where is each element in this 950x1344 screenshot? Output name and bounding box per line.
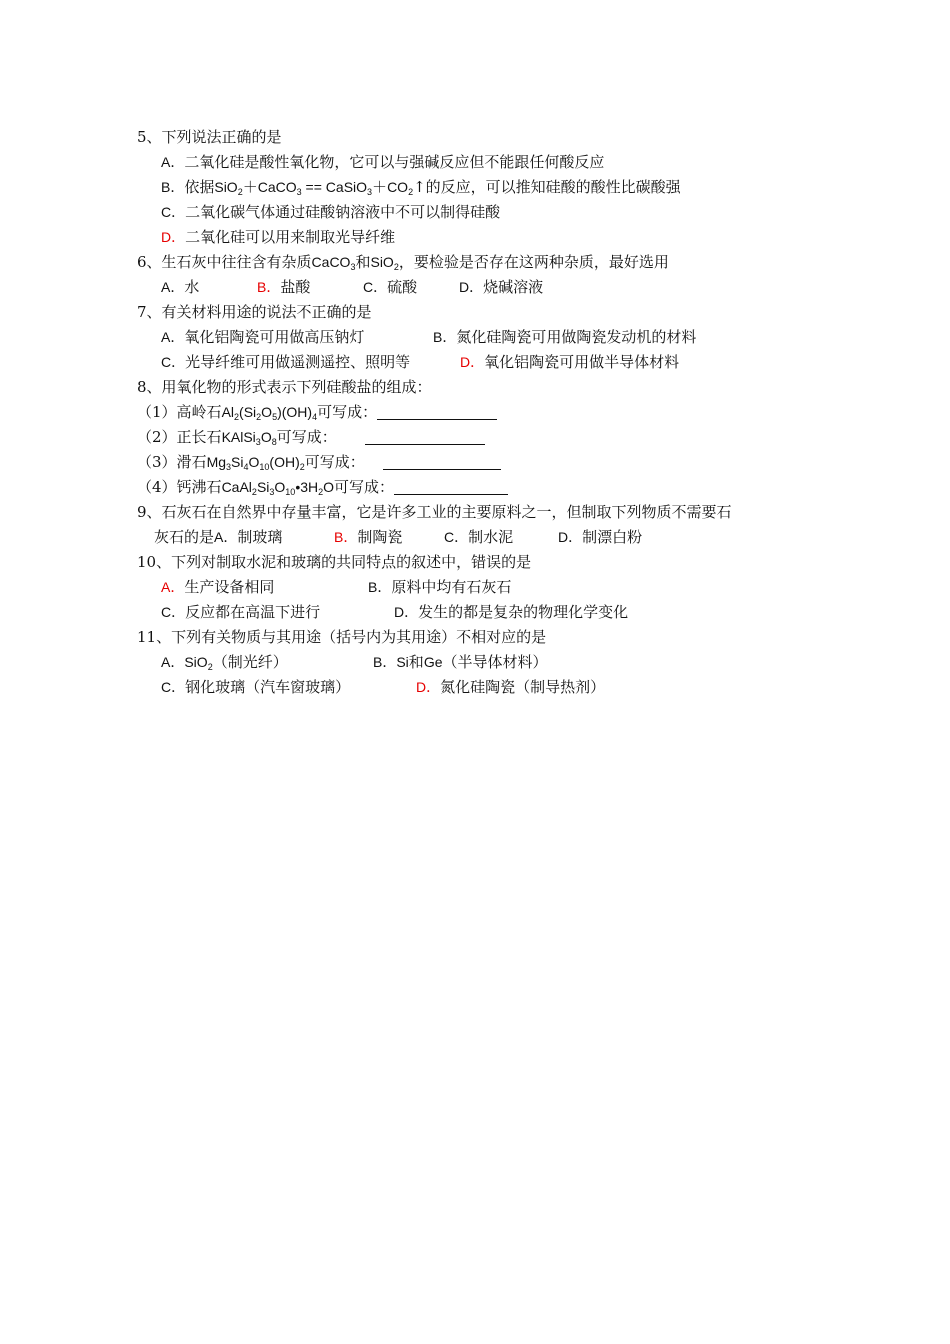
answer-label: D． [460,354,485,370]
formula: SiO$_2$ [184,654,213,672]
formula: CaCO$_3$ [311,254,356,272]
formula: $CaAl_2Si_3O_{10}•3H_2O$ [221,479,335,497]
formula: $CO_2$ [387,179,414,197]
q9-option-c: C．制水泥 [444,528,514,546]
answer-label: B． [334,529,358,545]
q6-option-a: A．水 [161,278,200,296]
formula: CaCO$_3$ [257,179,302,197]
q9-option-d: D．制漂白粉 [558,528,643,546]
q11-option-d: D．氮化硅陶瓷（制导热剂） [416,678,606,696]
q5-option-a [161,152,604,172]
formula: $KAlSi_3O_8$ [221,429,277,447]
q9-stem-tail: 灰石的是A．制玻璃 [154,528,283,546]
q8-item-1: （1）高岭石$Al_2(Si_2O_5)(OH)_4$可写成： [137,402,497,422]
option-label: A． [161,154,185,170]
q7-stem: 7、有关材料用途的说法不正确的是 [137,303,372,321]
q7-option-a: A．氧化铝陶瓷可用做高压钠灯 [161,328,365,346]
q9-option-b: B．制陶瓷 [334,528,403,546]
q7-option-c: C．光导纤维可用做遥测遥控、照明等 [161,353,411,371]
q9-stem: 9、石灰石在自然界中存量丰富，它是许多工业的主要原料之一，但制取下列物质不需要石 [137,503,732,521]
q8-item-3: （3）滑石$Mg_3Si_4O_{10}(OH)_2$可写成： [137,452,501,472]
formula: SiO$_2$ [370,254,399,272]
q10-option-b: B．原料中均有石灰石 [368,578,512,596]
q11-stem: 11、下列有关物质与其用途（括号内为其用途）不相对应的是 [137,628,547,646]
q6-option-c: C．硫酸 [363,278,418,296]
option-label: B． [161,179,185,195]
formula: SiO$_2$ [214,179,243,197]
plus-sign: ＋ [242,178,258,196]
q10-option-d: D．发生的都是复杂的物理化学变化 [394,603,629,621]
up-arrow-icon: ↑ [413,178,426,196]
q10-option-a: A．生产设备相同 [161,578,275,596]
option-text: 二氧化碳气体通过硅酸钠溶液中不可以制得硅酸 [185,203,501,221]
formula: $Mg_3Si_4O_{10}(OH)_2$ [206,454,305,472]
q7-option-b: B．氮化硅陶瓷可用做陶瓷发动机的材料 [433,328,697,346]
answer-label: A． [161,579,185,595]
q8-stem: 8、用氧化物的形式表示下列硅酸盐的组成： [137,378,432,396]
q5-stem: 5、下列说法正确的是 [137,128,282,146]
option-text: 二氧化硅是酸性氧化物，它可以与强碱反应但不能跟任何酸反应 [184,153,605,171]
answer-label: D． [416,679,441,695]
answer-label: D． [161,229,186,245]
q5-option-d [161,227,395,247]
q6-option-b: B．盐酸 [257,278,311,296]
q11-option-b: B．Si和Ge（半导体材料） [373,653,548,671]
q6-option-d: D．烧碱溶液 [459,278,544,296]
q8-item-2: （2）正长石$KAlSi_3O_8$可写成： [137,427,485,447]
plus-sign: ＋ [372,178,388,196]
formula: CaSiO$_3$ [325,179,373,197]
q10-option-c: C．反应都在高温下进行 [161,603,321,621]
answer-blank[interactable] [365,430,485,445]
q6-stem: 6、生石灰中往往含有杂质CaCO$_3$和SiO$_2$，要检验是否存在这两种杂质，最好选用 [137,253,669,272]
q5-option-b [161,177,681,197]
answer-blank[interactable] [394,480,508,495]
answer-blank[interactable] [383,455,501,470]
q7-option-d: D．氧化铝陶瓷可用做半导体材料 [460,353,680,371]
formula: $Al_2(Si_2O_5)(OH)_4$ [221,404,318,422]
q5-option-c [161,202,500,222]
q11-option-c: C．钢化玻璃（汽车窗玻璃） [161,678,351,696]
q8-item-4: （4）钙沸石$CaAl_2Si_3O_{10}•3H_2O$可写成： [137,477,508,497]
option-label: C． [161,204,186,220]
equals-sign: == [301,179,326,195]
option-text: 的反应，可以推知硅酸的酸性比碳酸强 [425,178,681,196]
answer-blank[interactable] [377,405,497,420]
q10-stem: 10、下列对制取水泥和玻璃的共同特点的叙述中，错误的是 [137,553,532,571]
option-text: 依据 [184,178,215,196]
q11-option-a: A．SiO$_2$（制光纤） [161,653,288,672]
answer-label: B． [257,279,281,295]
option-text: 二氧化硅可以用来制取光导纤维 [185,228,396,246]
